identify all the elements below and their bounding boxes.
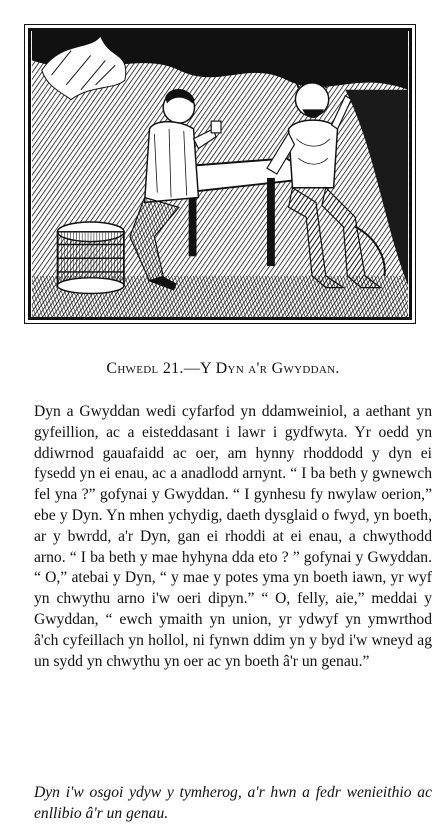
fable-title: Y Dyn a'r Gwyddan. (200, 360, 340, 377)
fable-story (34, 402, 432, 672)
woodcut-illustration (28, 28, 412, 320)
story-paragraph: Dyn a Gwyddan wedi cyfarfod yn ddamweiniol, a aethant yn gyfeillion, ac a eisteddasant i lawr i gydfwyta. Yr oedd yn ddiwrnod gauafaidd ac oer, am hynny rhoddodd y dyn ei fysedd yn ei enau, ac a anadlodd arnynt. “ I ba beth y gwnewch fel yna ?” gofynai y Gwyddan. “ I gynhesu fy nwylaw oerion,” ebe y Dyn. Yn mhen ychydig, daeth dysglaid o fwyd, yn boeth, ar y bwrdd, a'r Dyn, gan ei rhoddi at ei enau, a chwythodd arno. “ I ba beth y mae hyhyna dda eto ? ” gofynai y Gwyddan. “ O,” atebai y Dyn, “ y mae y potes yma yn boeth iawn, yr wyf yn chwythu arno i'w oeri dipyn.” “ O, felly, aie,” meddai y Gwyddan, “ ewch ymaith yn union, yr ydwyf yn ymwrthod â'ch cyfeillach yn hollol, ni fynwn ddim yn y byd i'w wneyd ag un sydd yn chwythu yn oer ac yn boeth â'r un genau.” (34, 403, 432, 670)
moral-text: Dyn i'w osgoi ydyw y tymherog, a'r hwn a fedr wenieithio ac enllibio â'r un genau. (34, 784, 432, 822)
fable-number: Chwedl 21.— (106, 360, 201, 377)
fable-moral (34, 782, 432, 824)
fable-caption (0, 360, 446, 378)
woodcut-man-and-satyr-icon (31, 31, 409, 317)
